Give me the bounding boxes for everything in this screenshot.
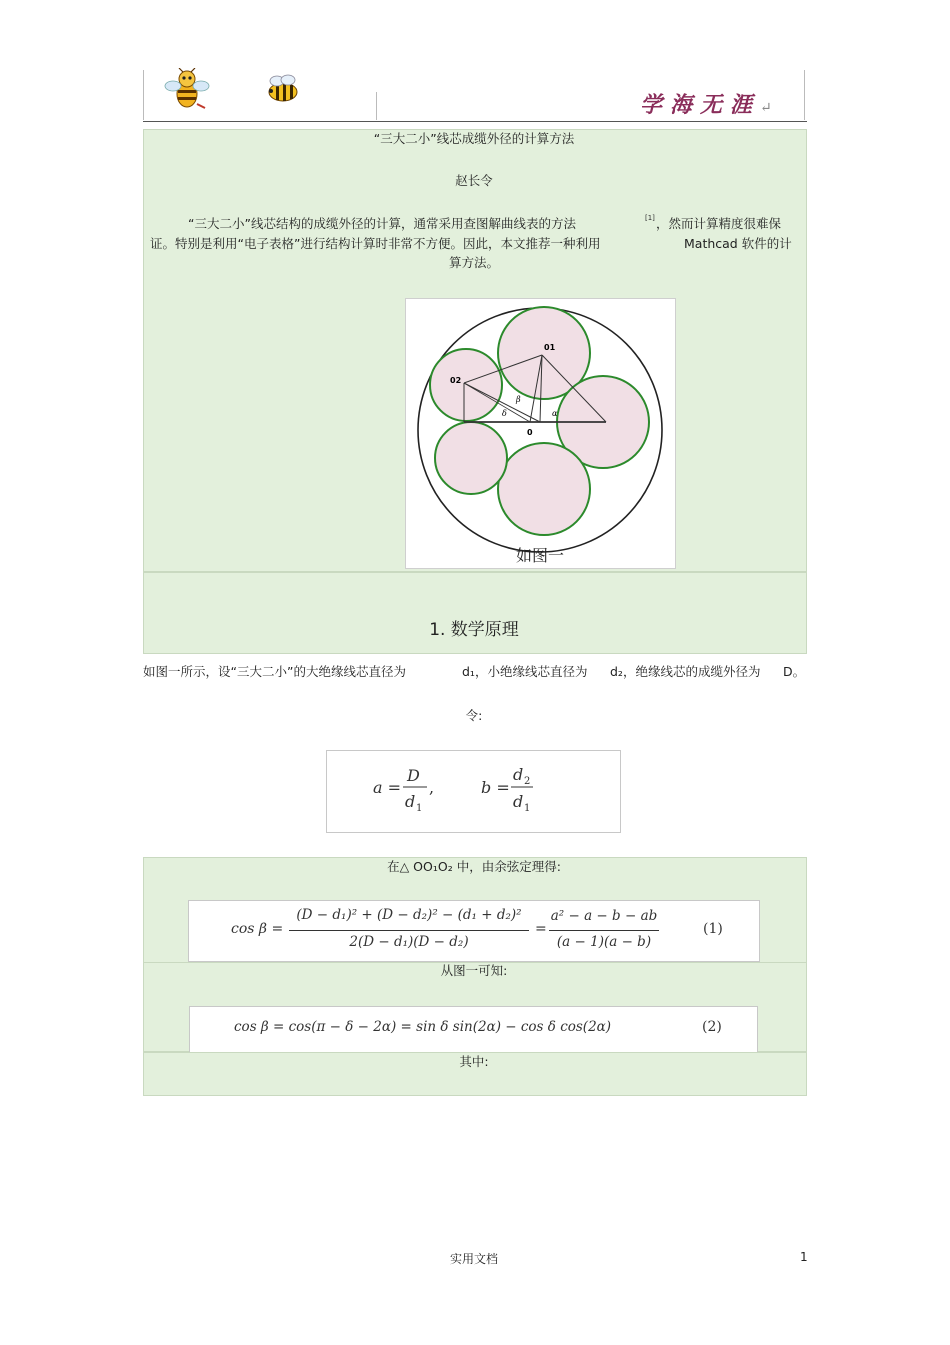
intro-line-3: 算方法。 — [448, 255, 499, 270]
svg-text:d: d — [513, 765, 524, 784]
eq1-right-numerator: a² − a − b − ab — [550, 908, 658, 924]
where-text: 其中: — [459, 1054, 489, 1069]
bee-flying-icon — [263, 74, 303, 104]
eq1-fraction-bar — [289, 930, 529, 931]
eq1-right-denominator: (a − 1)(a − b) — [556, 934, 652, 950]
from-figure-text: 从图一可知: — [440, 963, 508, 978]
label-beta: β — [516, 395, 521, 404]
eq1-denominator: 2(D − d₁)(D − d₂) — [349, 934, 469, 950]
header-motto: 学海无涯↵ — [640, 92, 772, 118]
equation-2-box — [189, 1006, 758, 1053]
para1-c: d₂，绝缘线芯的成缆外径为 — [610, 664, 761, 679]
ling-text: 令: — [465, 708, 483, 723]
header-divider-right — [804, 70, 805, 120]
svg-text:b =: b = — [481, 778, 510, 797]
para1-b: d₁，小绝缘线芯直径为 — [462, 664, 588, 679]
eq1-numerator: (D − d₁)² + (D − d₂)² − (d₁ + d₂)² — [296, 907, 522, 923]
eq2-number: (2) — [702, 1019, 722, 1035]
definition-formula — [327, 751, 620, 832]
small-core-left-top — [430, 349, 502, 421]
svg-text:2: 2 — [524, 776, 531, 787]
label-o2: 02 — [450, 376, 462, 385]
header-divider-left — [143, 70, 144, 120]
bee-mascot-icon — [163, 68, 211, 112]
footer-center-text: 实用文档 — [449, 1252, 498, 1266]
para1-d: D。 — [783, 664, 806, 679]
eq1-equals: = — [535, 921, 547, 937]
eq1-right-fraction-bar — [549, 930, 659, 931]
label-o: 0 — [527, 428, 533, 437]
cosine-law-text: 在△ OO₁O₂ 中，由余弦定理得: — [387, 859, 561, 874]
intro-line-2a: 证。特别是利用“电子表格”进行结构计算时非常不方便。因此，本文推荐一种利用 — [150, 236, 601, 251]
intro-ref[interactable]: [1] — [645, 214, 655, 222]
svg-text:a =: a = — [373, 778, 402, 797]
label-o1: 01 — [544, 343, 556, 352]
eq1-lhs: cos β = — [231, 921, 284, 937]
section-heading-block — [143, 572, 807, 654]
header-rule — [143, 121, 807, 122]
intro-line-1: “三大二小”线芯结构的成缆外径的计算，通常采用查图解曲线表的方法 — [188, 216, 576, 231]
svg-text:D: D — [407, 766, 420, 785]
svg-text:d: d — [405, 792, 416, 811]
svg-text:1: 1 — [416, 803, 423, 814]
article-author: 赵长令 — [455, 173, 493, 188]
equation-1-box — [188, 900, 760, 962]
label-delta: δ — [502, 409, 507, 418]
para1-a: 如图一所示，设“三大二小”的大绝缘线芯直径为 — [143, 664, 406, 679]
cable-cross-section-diagram — [406, 299, 675, 568]
intro-line-1-tail: ，然而计算精度很难保 — [656, 216, 782, 231]
small-core-left-bottom — [435, 422, 507, 494]
section-heading: 1. 数学原理 — [429, 620, 519, 640]
article-title: “三大二小”线芯成缆外径的计算方法 — [373, 131, 575, 146]
svg-text:,: , — [429, 778, 435, 797]
label-alpha: α — [552, 409, 558, 418]
svg-text:1: 1 — [524, 803, 531, 814]
eq2-expression: cos β = cos(π − δ − 2α) = sin δ sin(2α) − cos δ cos(2α) — [234, 1019, 612, 1035]
figure-caption: 如图一 — [515, 546, 565, 565]
header-divider-mid — [376, 92, 377, 120]
page-number: 1 — [800, 1250, 808, 1264]
large-core-bottom — [498, 443, 590, 535]
figure-frame — [405, 298, 676, 569]
eq1-number: (1) — [703, 921, 723, 937]
definition-formula-box — [326, 750, 621, 833]
svg-text:d: d — [513, 792, 524, 811]
intro-line-2b: Mathcad 软件的计 — [684, 236, 792, 251]
